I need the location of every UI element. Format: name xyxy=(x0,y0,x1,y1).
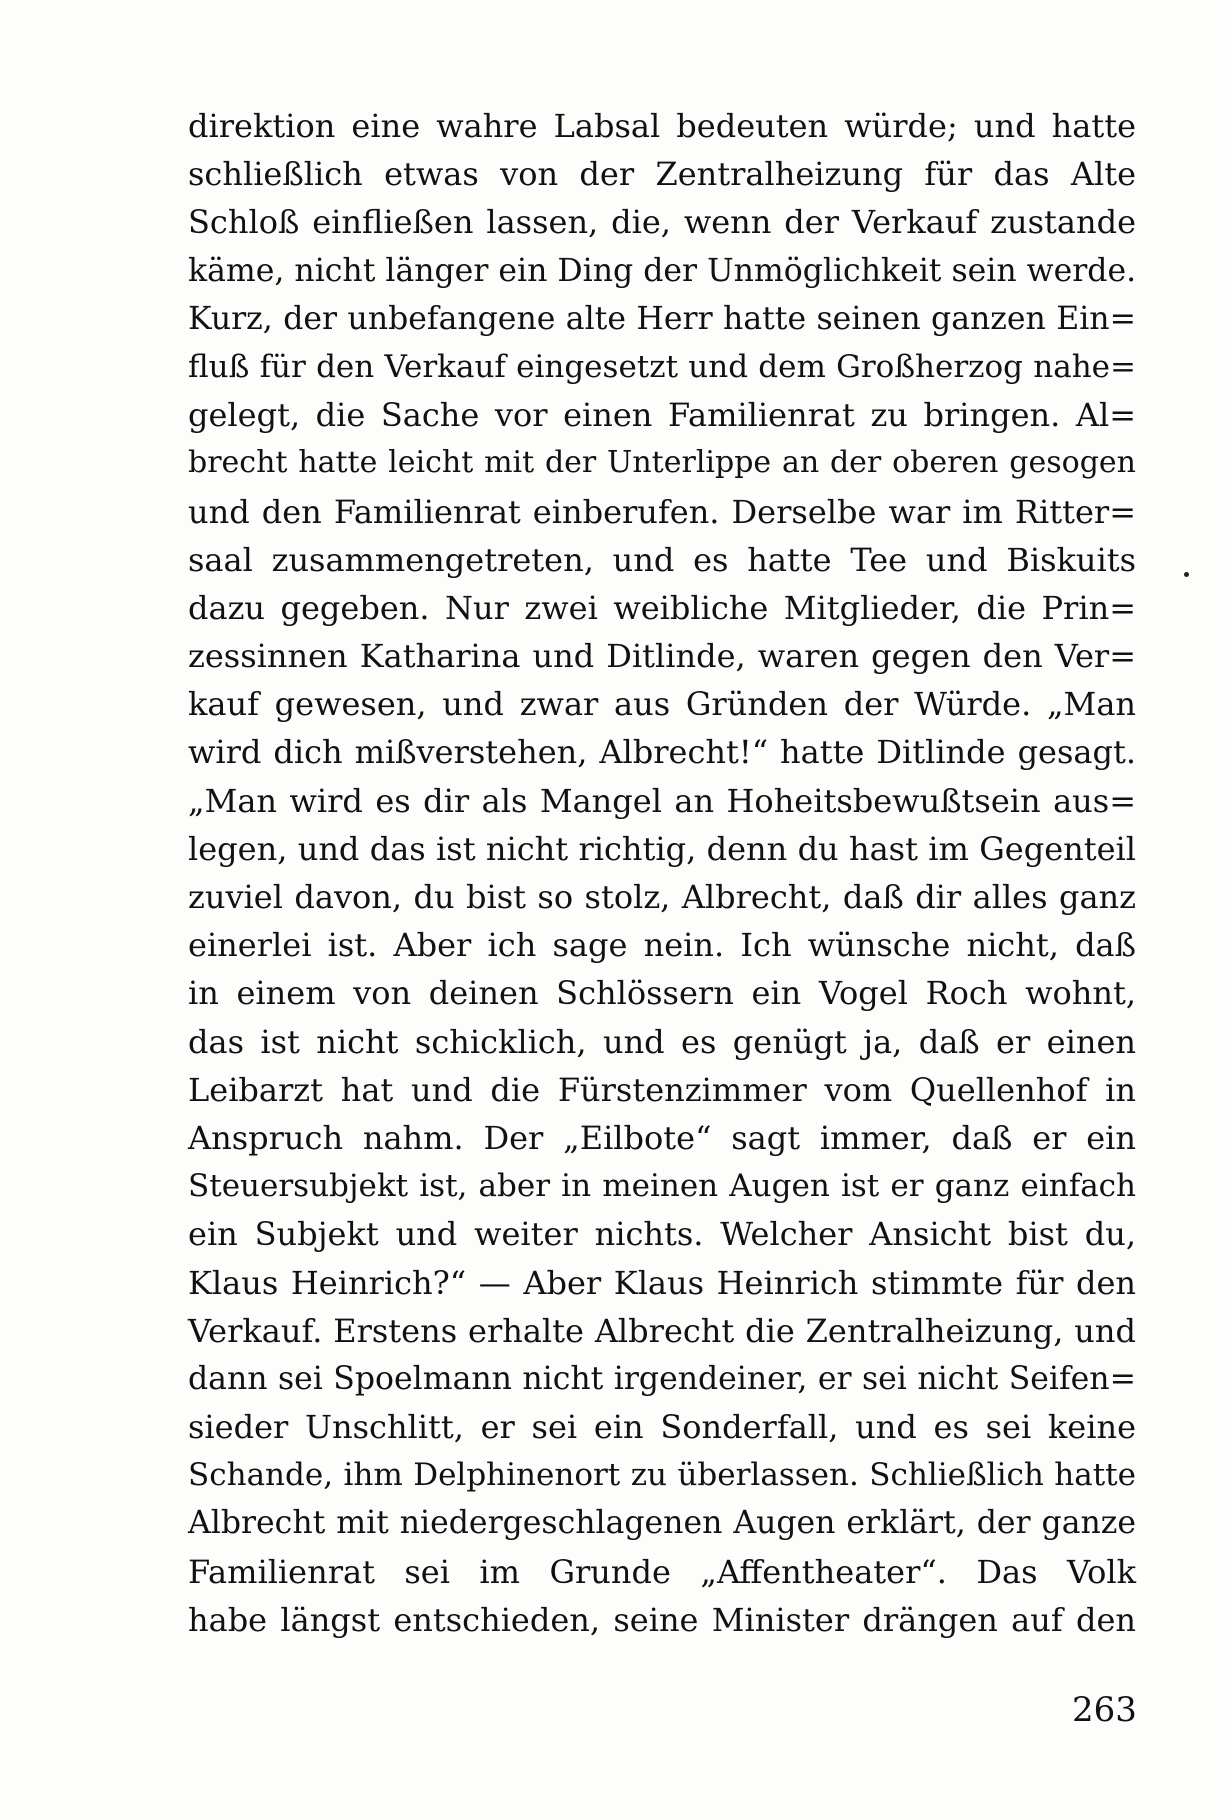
text-line: fluß für den Verkauf eingesetzt und dem Großherzog nahe= xyxy=(188,348,1136,385)
text-line: Albrecht mit niedergeschlagenen Augen erklärt, der ganze xyxy=(188,1505,1136,1542)
text-line: saal zusammengetreten, und es hatte Tee und Biskuits xyxy=(188,540,1136,579)
text-line: direktion eine wahre Labsal bedeuten würde; und hatte xyxy=(188,107,1136,145)
text-line: kauf gewesen, und zwar aus Gründen der Würde. „Man xyxy=(188,685,1136,724)
text-line: dann sei Spoelmann nicht irgendeiner, er sei nicht Seifen= xyxy=(188,1360,1136,1397)
text-line: in einem von deinen Schlössern ein Vogel Roch wohnt, xyxy=(188,974,1136,1013)
text-line: Schande, ihm Delphinenort zu überlassen. Schließlich hatte xyxy=(188,1457,1136,1494)
text-line: „Man wird es dir als Mangel an Hoheitsbewußtsein aus= xyxy=(188,781,1136,820)
print-speck xyxy=(1184,572,1189,577)
body-text xyxy=(188,102,1136,1644)
text-line: gelegt, die Sache vor einen Familienrat zu bringen. Al= xyxy=(188,396,1136,435)
text-line: Schloß einfließen lassen, die, wenn der Verkauf zustande xyxy=(188,203,1136,242)
text-line: Familienrat sei im Grunde „Affentheater“. Das Volk xyxy=(188,1552,1136,1591)
text-line: käme, nicht länger ein Ding der Unmöglichkeit sein werde. xyxy=(188,252,1137,289)
page-number: 263 xyxy=(1072,1690,1137,1730)
text-line: einerlei ist. Aber ich sage nein. Ich wünsche nicht, daß xyxy=(188,926,1136,965)
text-line: brecht hatte leicht mit der Unterlippe an der oberen gesogen xyxy=(188,445,1136,481)
text-line: schließlich etwas von der Zentralheizung für das Alte xyxy=(188,155,1136,194)
text-line: Anspruch nahm. Der „Eilbote“ sagt immer, daß er ein xyxy=(188,1118,1136,1157)
text-line: wird dich mißverstehen, Albrecht!“ hatte Ditlinde gesagt. xyxy=(188,733,1136,772)
text-line: sieder Unschlitt, er sei ein Sonderfall, und es sei keine xyxy=(188,1408,1136,1447)
text-line: legen, und das ist nicht richtig, denn du hast im Gegenteil xyxy=(188,829,1136,868)
text-line: habe längst entschieden, seine Minister drängen auf den xyxy=(188,1600,1136,1639)
text-line: Kurz, der unbefangene alte Herr hatte seinen ganzen Ein= xyxy=(188,300,1136,337)
text-line: dazu gegeben. Nur zwei weibliche Mitglieder, die Prin= xyxy=(188,588,1136,627)
text-line: Leibarzt hat und die Fürstenzimmer vom Quellenhof in xyxy=(188,1070,1136,1109)
text-line: Verkauf. Erstens erhalte Albrecht die Zentralheizung, und xyxy=(188,1311,1136,1350)
text-line: das ist nicht schicklich, und es genügt ja, daß er einen xyxy=(188,1022,1136,1061)
text-line: zessinnen Katharina und Ditlinde, waren gegen den Ver= xyxy=(188,637,1136,676)
text-line: ein Subjekt und weiter nichts. Welcher Ansicht bist du, xyxy=(188,1215,1136,1254)
text-line: Klaus Heinrich?“ — Aber Klaus Heinrich stimmte für den xyxy=(188,1263,1136,1302)
text-line: und den Familienrat einberufen. Derselbe war im Ritter= xyxy=(188,492,1136,531)
text-line: zuviel davon, du bist so stolz, Albrecht, daß dir alles ganz xyxy=(188,878,1136,916)
text-line: Steuersubjekt ist, aber in meinen Augen ist er ganz einfach xyxy=(188,1168,1136,1205)
